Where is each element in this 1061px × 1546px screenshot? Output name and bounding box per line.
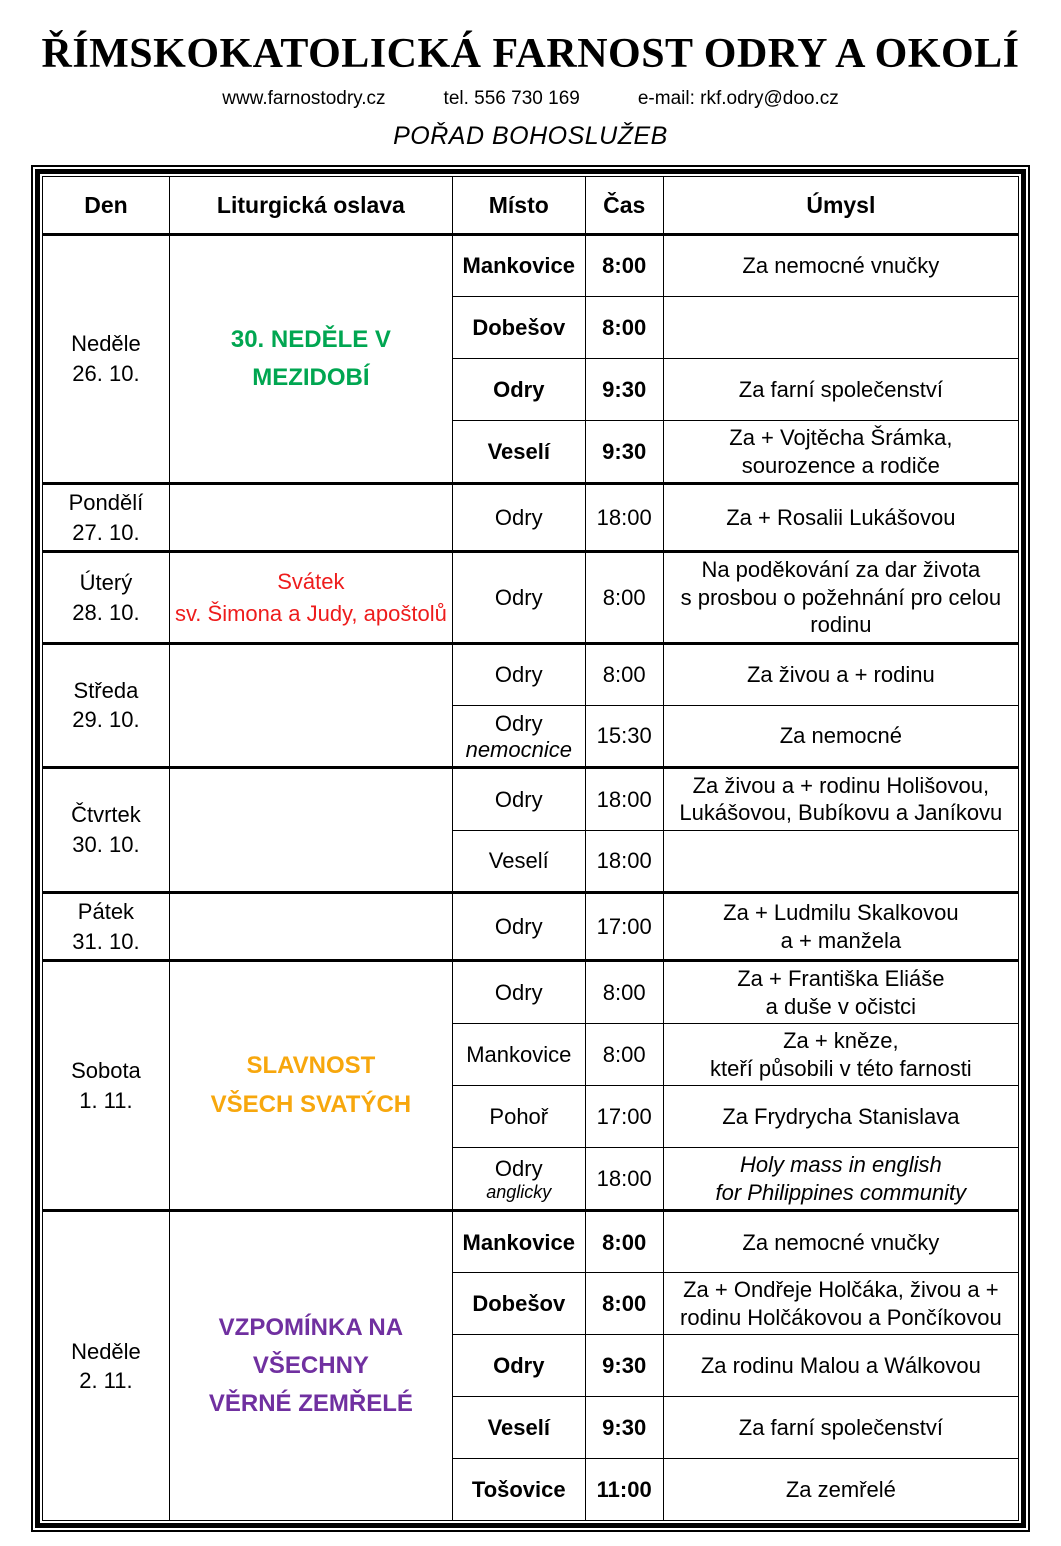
intention-line: Za živou a + rodinu: [746, 662, 935, 688]
intention-cell: [663, 1024, 1018, 1086]
place-note: nemocnice: [465, 736, 572, 762]
mass-row: [43, 484, 1019, 552]
time-cell: 17:00: [585, 1086, 663, 1148]
place-cell: [452, 1024, 585, 1086]
intention-line: a + manžela: [780, 927, 902, 953]
column-header-time: Čas: [585, 177, 663, 235]
intention-cell: [663, 830, 1018, 892]
mass-row: [43, 892, 1019, 960]
intention-line: Za farní společenství: [738, 1415, 943, 1440]
place-name: Odry: [494, 662, 543, 688]
intention-cell: [663, 1211, 1018, 1273]
place-name: Dobešov: [472, 1291, 566, 1316]
time-cell: 8:00: [585, 1273, 663, 1335]
schedule-subtitle: POŘAD BOHOSLUŽEB: [393, 122, 668, 150]
website-text: www.farnostodry.cz: [222, 88, 386, 109]
day-cell: [43, 643, 170, 767]
intention-line: Na poděkování za dar života: [701, 557, 981, 583]
day-date: 30. 10.: [72, 831, 140, 857]
day-date: 31. 10.: [72, 928, 140, 954]
place-name: Odry: [494, 1156, 543, 1182]
time-cell: 8:00: [585, 297, 663, 359]
intention-cell: [663, 1086, 1018, 1148]
celebration-line: VZPOMÍNKA NA VŠECHNY: [218, 1313, 404, 1380]
place-cell: [452, 705, 585, 767]
time-cell: 9:30: [585, 421, 663, 484]
day-date: 2. 11.: [79, 1368, 133, 1394]
day-date: 28. 10.: [72, 599, 140, 625]
place-cell: [452, 1273, 585, 1335]
intention-line: Za nemocné vnučky: [742, 253, 940, 279]
day-cell: [43, 1211, 170, 1521]
schedule-table-frame: [35, 169, 1026, 1528]
intention-line: Za živou a + rodinu Holišovou,: [692, 772, 990, 798]
mass-row: [43, 552, 1019, 644]
column-header-celebration: Liturgická oslava: [169, 177, 452, 235]
day-cell: [43, 767, 170, 892]
intention-cell: [663, 961, 1018, 1024]
celebration-line: 30. NEDĚLE V MEZIDOBÍ: [230, 325, 391, 391]
mass-row: [43, 643, 1019, 705]
day-name: Středa: [73, 677, 139, 703]
intention-cell: [663, 1397, 1018, 1459]
intention-line: Lukášovou, Bubíkovu a Janíkovu: [679, 800, 1003, 826]
place-name: Mankovice: [462, 253, 576, 279]
celebration-cell: [169, 961, 452, 1211]
time-cell: 18:00: [585, 767, 663, 830]
place-name: Tošovice: [471, 1477, 566, 1502]
time-cell: 8:00: [585, 643, 663, 705]
place-cell: [452, 297, 585, 359]
intention-line: Za farní společenství: [738, 376, 943, 402]
intention-cell: [663, 643, 1018, 705]
intention-line: rodinu: [810, 612, 872, 638]
day-name: Pátek: [77, 898, 135, 924]
mass-row: [43, 1211, 1019, 1273]
place-cell: [452, 1397, 585, 1459]
place-cell: [452, 830, 585, 892]
intention-cell: [663, 1273, 1018, 1335]
day-cell: [43, 961, 170, 1211]
time-cell: 17:00: [585, 892, 663, 960]
day-cell: [43, 552, 170, 644]
place-name: Odry: [494, 711, 543, 737]
place-cell: [452, 1335, 585, 1397]
place-name: Veselí: [487, 1415, 550, 1440]
time-cell: 9:30: [585, 1335, 663, 1397]
place-cell: [452, 643, 585, 705]
mass-row: [43, 235, 1019, 297]
place-name: Pohoř: [489, 1104, 549, 1129]
time-cell: 8:00: [585, 961, 663, 1024]
place-name: Odry: [494, 980, 543, 1005]
celebration-cell: [169, 892, 452, 960]
day-name: Neděle: [71, 1338, 141, 1364]
celebration-line: VŠECH SVATÝCH: [210, 1090, 412, 1118]
time-cell: 9:30: [585, 1397, 663, 1459]
email-text: e-mail: rkf.odry@doo.cz: [637, 88, 839, 109]
time-cell: 9:30: [585, 359, 663, 421]
intention-line: Za + Ondřeje Holčáka, živou a +: [683, 1277, 999, 1303]
place-cell: [452, 421, 585, 484]
time-cell: 18:00: [585, 1148, 663, 1211]
intention-line: Za nemocné vnučky: [742, 1229, 940, 1255]
place-name: Veselí: [487, 438, 550, 464]
day-name: Úterý: [79, 569, 133, 595]
intention-cell: [663, 1459, 1018, 1521]
intention-cell: [663, 552, 1018, 644]
intention-cell: [663, 484, 1018, 552]
intention-line: a duše v očistci: [765, 993, 917, 1019]
intention-cell: [663, 359, 1018, 421]
place-cell: [452, 359, 585, 421]
column-header-intention: Úmysl: [663, 177, 1018, 235]
place-cell: [452, 484, 585, 552]
place-name: Mankovice: [462, 1229, 576, 1255]
time-cell: 15:30: [585, 705, 663, 767]
place-cell: [452, 235, 585, 297]
intention-cell: [663, 1335, 1018, 1397]
celebration-line: Svátek: [277, 568, 345, 594]
intention-line: Za + Vojtěcha Šrámka,: [729, 425, 953, 450]
day-date: 26. 10.: [72, 361, 140, 386]
day-name: Neděle: [71, 331, 141, 357]
time-cell: 11:00: [585, 1459, 663, 1521]
place-cell: [452, 552, 585, 644]
intention-line: Za Frydrycha Stanislava: [722, 1104, 960, 1129]
celebration-line: SLAVNOST: [246, 1052, 376, 1080]
mass-row: [43, 961, 1019, 1024]
celebration-cell: [169, 767, 452, 892]
intention-cell: [663, 705, 1018, 767]
parish-title: ŘÍMSKOKATOLICKÁ FARNOST ODRY A OKOLÍ: [41, 31, 1020, 77]
day-date: 29. 10.: [72, 707, 140, 733]
place-name: Odry: [494, 786, 543, 812]
place-cell: [452, 1086, 585, 1148]
place-name: Odry: [493, 376, 545, 402]
celebration-cell: [169, 1211, 452, 1521]
intention-line: for Philippines community: [715, 1179, 967, 1205]
place-cell: [452, 961, 585, 1024]
intention-line: Za zemřelé: [785, 1477, 896, 1502]
table-header-row: [43, 177, 1019, 235]
day-name: Pondělí: [68, 490, 144, 515]
place-cell: [452, 1211, 585, 1273]
place-cell: [452, 767, 585, 830]
time-cell: 8:00: [585, 1024, 663, 1086]
day-cell: [43, 892, 170, 960]
mass-row: [43, 767, 1019, 830]
place-name: Odry: [493, 1353, 545, 1378]
time-cell: 8:00: [585, 552, 663, 644]
intention-cell: [663, 421, 1018, 484]
place-name: Odry: [494, 504, 543, 530]
intention-line: kteří působili v této farnosti: [710, 1055, 972, 1081]
intention-line: Za rodinu Malou a Wálkovou: [700, 1353, 981, 1378]
time-cell: 8:00: [585, 235, 663, 297]
celebration-line: sv. Šimona a Judy, apoštolů: [174, 600, 447, 626]
intention-line: Za + Františka Eliáše: [737, 966, 945, 992]
celebration-cell: [169, 484, 452, 552]
place-name: Odry: [494, 913, 543, 939]
phone-text: tel. 556 730 169: [443, 88, 580, 109]
column-header-place: Místo: [452, 177, 585, 235]
intention-cell: [663, 767, 1018, 830]
place-cell: [452, 1459, 585, 1521]
time-cell: 18:00: [585, 484, 663, 552]
celebration-cell: [169, 643, 452, 767]
day-cell: [43, 484, 170, 552]
intention-cell: [663, 892, 1018, 960]
place-name: Odry: [494, 584, 543, 610]
place-note: anglicky: [486, 1181, 552, 1202]
place-name: Mankovice: [466, 1042, 572, 1067]
time-cell: 8:00: [585, 1211, 663, 1273]
intention-line: Za nemocné: [779, 723, 902, 749]
mass-schedule-table: [42, 176, 1019, 1521]
celebration-cell: [169, 552, 452, 644]
day-date: 27. 10.: [72, 519, 140, 545]
intention-line: Za + Ludmilu Skalkovou: [723, 900, 959, 926]
place-name: Dobešov: [472, 314, 566, 340]
intention-cell: [663, 235, 1018, 297]
day-name: Sobota: [71, 1058, 141, 1084]
place-name: Veselí: [488, 848, 549, 874]
celebration-line: VĚRNÉ ZEMŘELÉ: [208, 1390, 413, 1418]
day-name: Čtvrtek: [71, 802, 141, 828]
intention-line: s prosbou o požehnání pro celou: [680, 584, 1002, 610]
intention-line: sourozence a rodiče: [741, 452, 940, 478]
day-cell: [43, 235, 170, 484]
intention-line: Za + Rosalii Lukášovou: [726, 504, 956, 530]
intention-line: rodinu Holčákovou a Pončíkovou: [680, 1304, 1002, 1330]
place-cell: [452, 1148, 585, 1211]
day-date: 1. 11.: [79, 1087, 133, 1113]
intention-cell: [663, 1148, 1018, 1211]
intention-line: Holy mass in english: [739, 1152, 942, 1178]
place-cell: [452, 892, 585, 960]
time-cell: 18:00: [585, 830, 663, 892]
intention-cell: [663, 297, 1018, 359]
celebration-cell: [169, 235, 452, 484]
column-header-day: Den: [43, 177, 170, 235]
contact-row: [35, 88, 1026, 110]
intention-line: Za + kněze,: [783, 1028, 899, 1054]
